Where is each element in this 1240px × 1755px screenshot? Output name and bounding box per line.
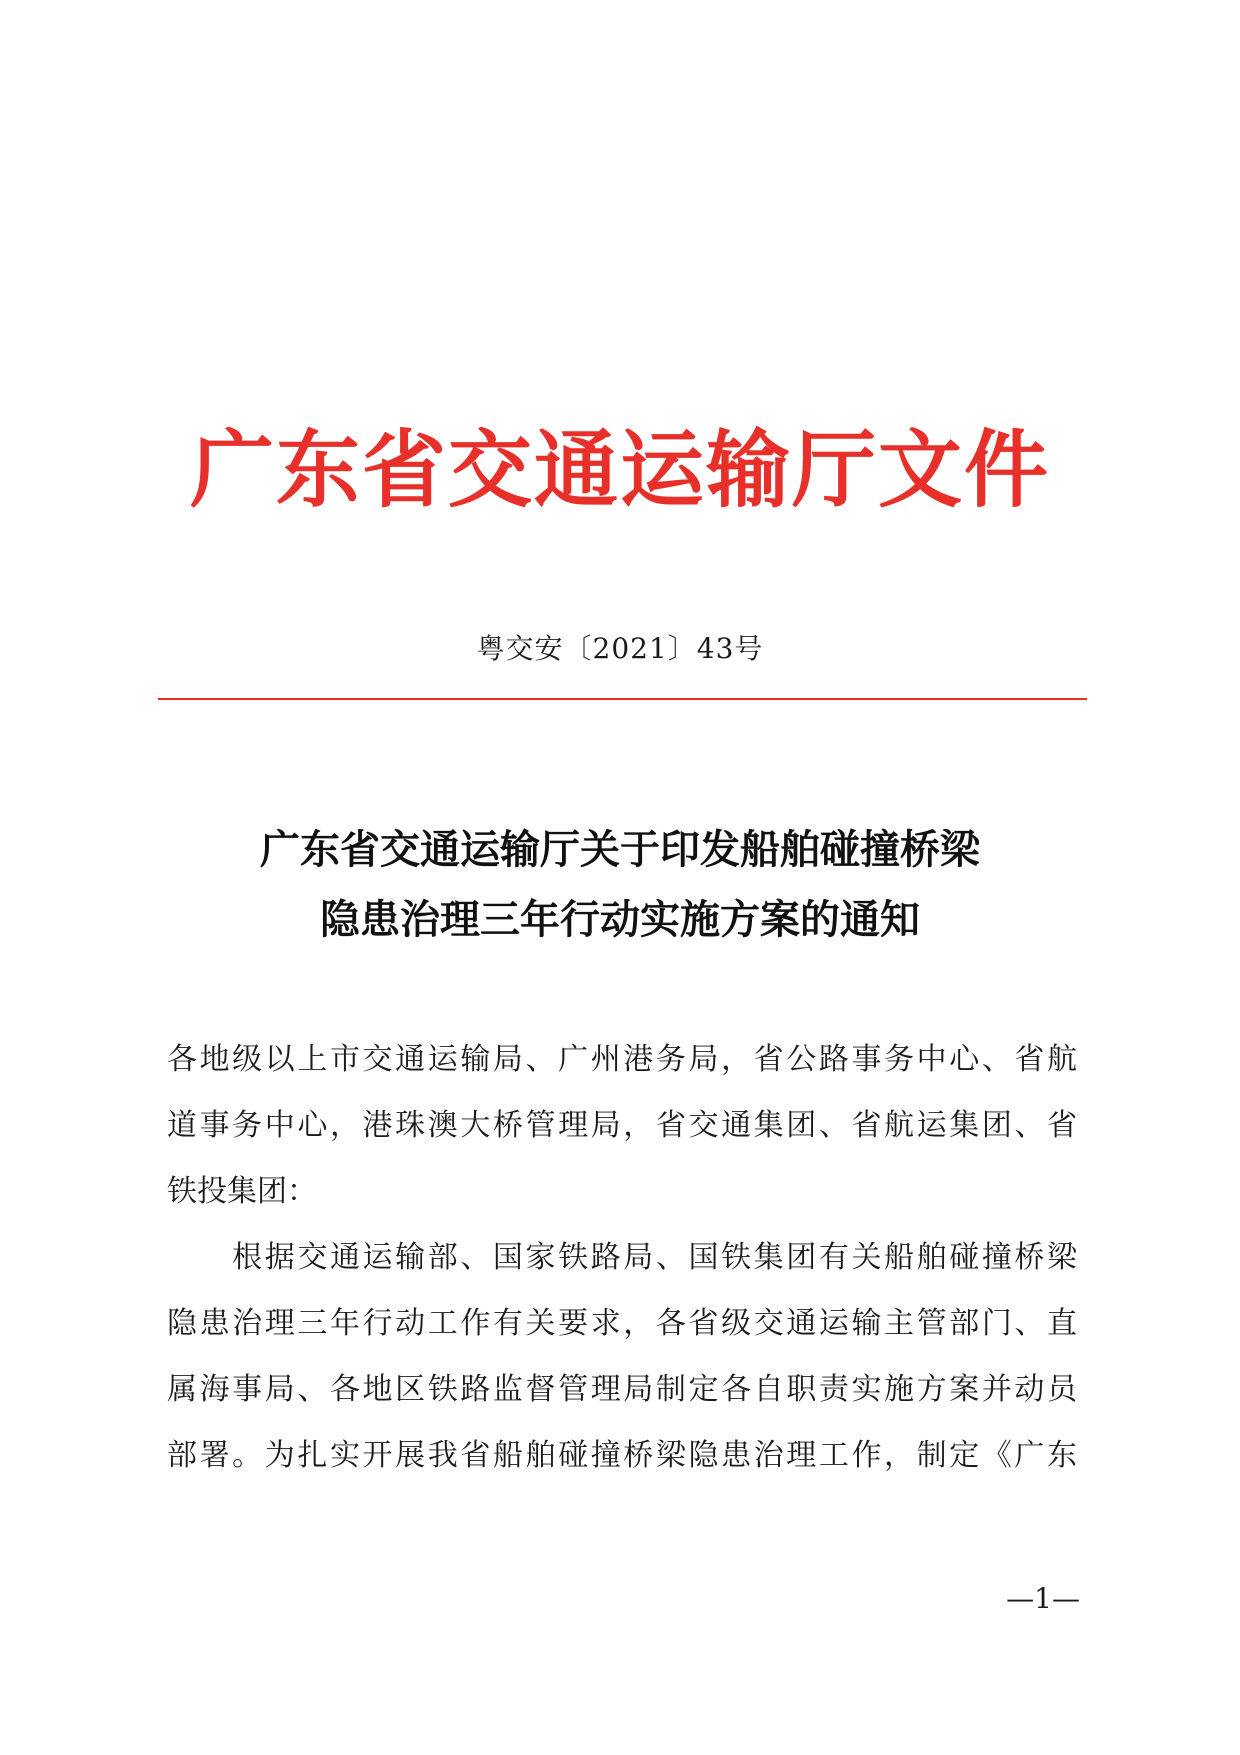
addressee-line: 铁投集团：	[167, 1174, 317, 1209]
paragraph-line: 根据交通运输部、国家铁路局、国铁集团有关船舶碰撞桥梁	[167, 1240, 1077, 1275]
document-title	[140, 815, 1100, 955]
paragraph-line: 属海事局、各地区铁路监督管理局制定各自职责实施方案并动员	[167, 1372, 1077, 1407]
addressee-line: 道事务中心，港珠澳大桥管理局，省交通集团、省航运集团、省	[167, 1108, 1077, 1143]
red-divider	[158, 698, 1087, 700]
paragraph-line: 部署。为扎实开展我省船舶碰撞桥梁隐患治理工作，制定《广东	[167, 1438, 1077, 1473]
title-line-2: 隐患治理三年行动实施方案的通知	[320, 897, 920, 943]
document-body	[167, 1027, 1077, 1489]
page-number: —1—	[1006, 1582, 1080, 1615]
title-line-1: 广东省交通运输厅关于印发船舶碰撞桥梁	[260, 827, 980, 873]
document-number: 粤交安〔2021〕43号	[476, 632, 764, 665]
issuer-header: 广东省交通运输厅文件	[189, 421, 1050, 519]
paragraph-line: 隐患治理三年行动工作有关要求，各省级交通运输主管部门、直	[167, 1306, 1077, 1341]
addressee-line: 各地级以上市交通运输局、广州港务局，省公路事务中心、省航	[167, 1042, 1077, 1077]
